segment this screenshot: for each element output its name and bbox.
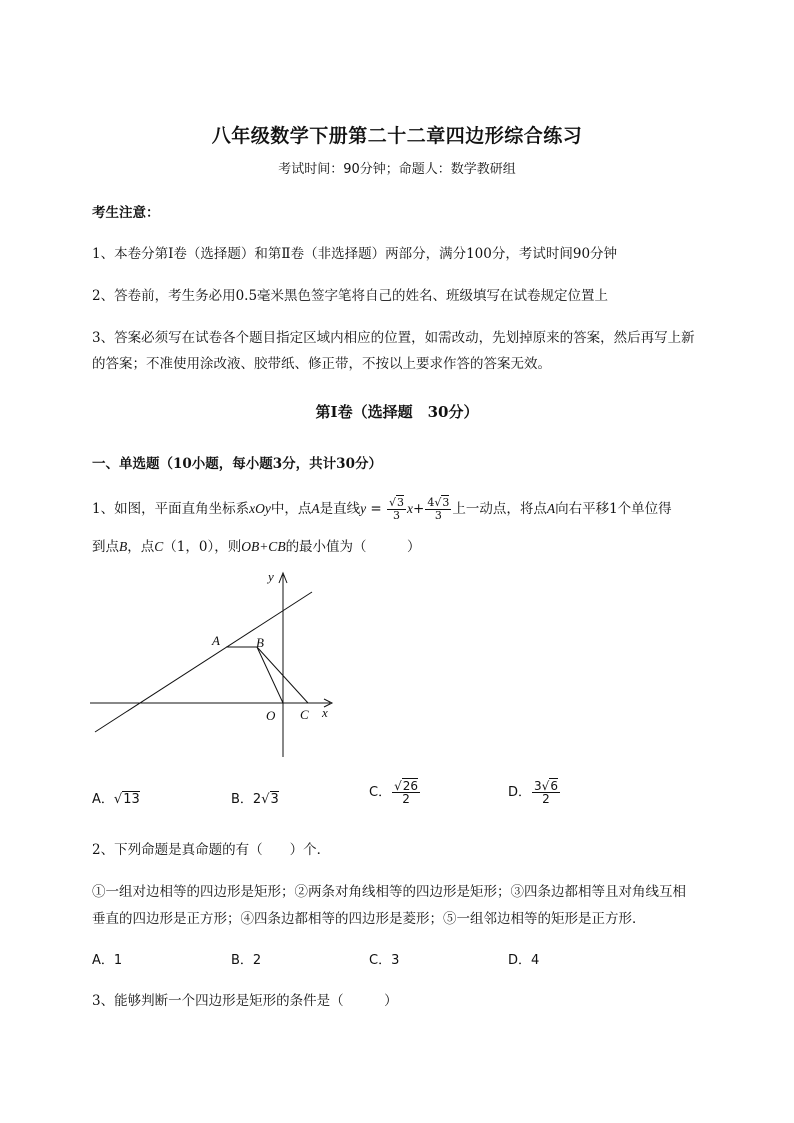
notice-item-3-cont: 的答案；不准使用涂改液、胶带纸、修正带，不按以上要求作答的答案无效。 [92, 356, 551, 372]
part-heading: 一、单选题（10小题，每小题3分，共计30分） [92, 456, 382, 472]
label-x: x [322, 705, 328, 720]
q2-option-c: C．3 [369, 953, 400, 968]
notice-item-2: 2、答卷前，考生务必用0.5毫米黑色签字笔将自己的姓名、班级填写在试卷规定位置上 [92, 288, 609, 304]
label-y: y [268, 569, 274, 584]
q1-option-d: D． $\frac{3√6}{2}$ [508, 779, 558, 806]
q2-option-d: D．4 [508, 953, 540, 968]
line-y [95, 592, 312, 732]
label-O: O [266, 708, 276, 723]
question-1-line-2: 到点B，点C（1，0），则OB+CB的最小值为（ ） [92, 539, 421, 555]
notice-item-3: 3、答案必须写在试卷各个题目指定区域内相应的位置，如需改动，先划掉原来的答案，然后再写上新 [92, 330, 695, 346]
fraction-4sqrt3-over-3: $\frac{4√3}{3}$ [427, 496, 450, 522]
q2-option-b: B．2 [231, 953, 262, 968]
question-3-stem: 3、能够判断一个四边形是矩形的条件是（ ） [92, 993, 398, 1009]
q1-option-b: B．2√3 [231, 792, 279, 807]
q1-option-a: A．√13 [92, 792, 140, 807]
exam-info: 考试时间：90分钟；命题人：数学教研组 [278, 162, 516, 177]
coordinate-figure [90, 565, 350, 765]
page-title: 八年级数学下册第二十二章四边形综合练习 [211, 125, 583, 147]
label-C: C [300, 707, 309, 722]
segment-OB [257, 647, 283, 703]
question-2-body-2: 垂直的四边形是正方形；④四条边都相等的四边形是菱形；⑤一组邻边相等的矩形是正方形． [92, 911, 646, 927]
section-title: 第Ⅰ卷（选择题 30分） [315, 403, 479, 421]
fraction-sqrt3-over-3: $\frac{√3}{3}$ [388, 496, 404, 522]
question-2-stem: 2、下列命题是真命题的有（ ）个． [92, 842, 331, 858]
question-2-body-1: ①一组对边相等的四边形是矩形；②两条对角线相等的四边形是矩形；③四条边都相等且对角线互相 [92, 884, 686, 900]
q1-option-c: C． $\frac{√26}{2}$ [369, 779, 419, 806]
notice-heading: 考生注意： [92, 205, 160, 221]
q2-option-a: A．1 [92, 953, 123, 968]
label-A: A [212, 633, 220, 648]
label-B: B [256, 635, 264, 650]
notice-item-1: 1、本卷分第Ⅰ卷（选择题）和第Ⅱ卷（非选择题）两部分，满分100分，考试时间90分钟 [92, 246, 618, 262]
question-1-line-1: 1、如图，平面直角坐标系xOy中，点A是直线y = $\frac{√3}{3}$ x+ $\frac{4√3}{3}$ 上一动点，将点A向右平移1个单位得 [92, 496, 672, 522]
